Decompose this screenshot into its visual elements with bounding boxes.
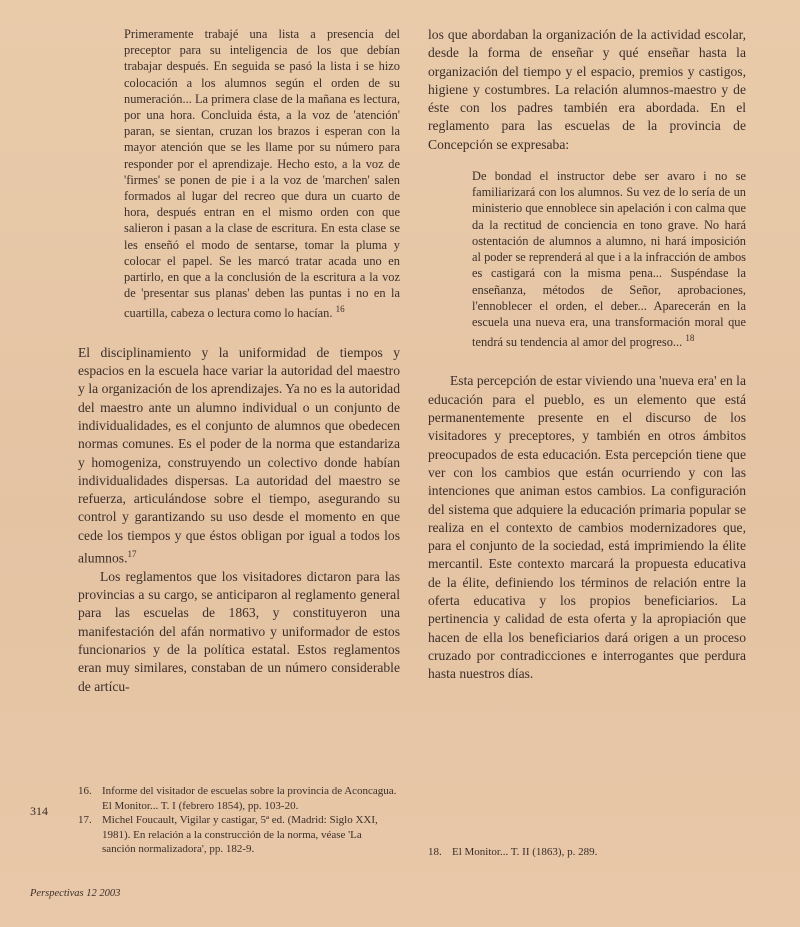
page-number: 314 xyxy=(30,804,48,818)
footnote-number: 16. xyxy=(78,785,92,797)
left-quote-text: Primeramente trabajé una lista a presencia del preceptor para su inteligencia de los que debían trabajar después. En seguida se pasó la lista i se hizo colocación a los alumnos según el orden de su numeración... La primera clase de la mañana es lectura, por una hora. Concluida ésta, a la voz de 'atención' paran, se sientan, cruzan los brazos i esperan con la mayor atención que se les llame por su número para responder por el aprendizaje. Hecho esto, a la voz de 'firmes' se ponen de pie i a la voz de 'marchen' salen formados al lugar del recreo que dura un cuarto de hora, después entran en el mismo orden con que salieron i pasan a la clase de escritura. En esta clase se les enseñó el modo de sentarse, tomar la pluma y colocar el papel. Se les marcó tratar acada uno en partirlo, en que a la conclusión de la escritura a la voz de 'presentar sus planas' deben las puntas i no en la cuartilla, cabeza o lectura como lo hacían. xyxy=(124,27,400,321)
left-paragraph-1-text: El disciplinamiento y la uniformidad de tiempos y espacios en la escuela hace variar la autoridad del maestro y la organización de los aprendizajes. Ya no es la autoridad del maestro ante un alumno individual o un conjunto de individualidades, es el conjunto de alumnos que obedecen normas comunes. Es el poder de la norma que estandariza y homogeniza, construyendo un colectivo donde habían individualidades dispersas. La autoridad del maestro se refuerza, articulándose sobre el tiempo, asegurando su control y garantizando su uso desde el momento en que cede los tiempos y que éstos obligan por igual a todos los alumnos. xyxy=(78,344,400,566)
footnote-text: Informe del visitador de escuelas sobre la provincia de Aconcagua. El Monitor... T. I (febrero 1854), pp. 103-20. xyxy=(102,785,397,812)
footnote-marker: 18 xyxy=(685,333,695,344)
footnotes-left xyxy=(78,784,398,857)
footnote-number: 17. xyxy=(78,814,92,826)
footnotes-right xyxy=(428,845,746,860)
footnote-number: 18. xyxy=(428,846,442,858)
right-block-quote xyxy=(472,168,746,350)
journal-name: Perspectivas 12 2003 xyxy=(30,888,121,899)
left-paragraph-2: Los reglamentos que los visitadores dictaron para las provincias a su cargo, se anticiparon al reglamento general para las escuelas de 1863, y constituyeron una manifestación del afán normativo y uniformador de estos funcionarios y de la política estatal. Estos reglamentos eran muy similares, constaban de un número considerable de artícu- xyxy=(78,568,400,694)
footnote-item xyxy=(78,784,398,813)
right-column xyxy=(428,26,746,683)
footnote-marker: 16 xyxy=(335,304,345,315)
right-paragraph-2: Esta percepción de estar viviendo una 'nueva era' en la educación para el pueblo, es un elemento que está permanentemente presente en el discurso de los visitadores y preceptores, y también en otros ámbitos preocupados de esta educación. Esta percepción tiene que ver con los cambios que están ocurriendo y con las intenciones que animan estos cambios. La configuración del sistema que adquiere la educación primaria popular se realiza en el contexto de cambios modernizadores que, para el conjunto de la sociedad, está imprimiendo la élite mercantil. Este contexto marcará la propuesta educativa de la élite, definiendo los términos de relación entre la oferta educativa y los propios beneficiarios. La pertinencia y calidad de esta oferta y la apropiación que hacen de ella los beneficiarios dará origen a un proceso cruzado por contradicciones e interrogantes que perdura hasta nuestros días. xyxy=(428,373,746,682)
footnote-text: El Monitor... T. II (1863), p. 289. xyxy=(452,846,598,858)
footnote-text: Michel Foucault, Vigilar y castigar, 5ª ed. (Madrid: Siglo XXI, 1981). En relación a la construcción de la norma, véase 'La sanción normalizadora', pp. 182-9. xyxy=(102,814,378,855)
left-column xyxy=(78,26,400,696)
left-block-quote xyxy=(124,26,400,322)
right-paragraph-1: los que abordaban la organización de la actividad escolar, desde la forma de enseñar y qué enseñar hasta la organización del tiempo y el espacio, premios y castigos, higiene y costumbres. La relación alumnos-maestro y de éste con los padres también era abordada. En el reglamento para las escuelas de la provincia de Concepción se expresaba: xyxy=(428,27,746,152)
footnote-item xyxy=(428,845,746,860)
right-quote-text: De bondad el instructor debe ser avaro i no se familiarizará con los alumnos. Su vez de lo sería de un ministerio que ennoblece sin apelación i con calma que da la rectitud de conciencia en tono grave. No hará ostentación de alumnos a alumno, ni hará imposición al poder se reprenderá al que i a la infracción de ambos es castigará con la misma pena... Suspéndase la enseñanza, métodos de Señor, aprobaciones, l'ennoblecer el orden, el deber... Aparecerán en la escuela una nueva era, una transformación moral que tendrá su tendencia al amor del progreso... xyxy=(472,169,746,350)
left-paragraph-1 xyxy=(78,344,400,568)
footnote-item xyxy=(78,813,398,857)
footnote-marker: 17 xyxy=(127,549,137,560)
